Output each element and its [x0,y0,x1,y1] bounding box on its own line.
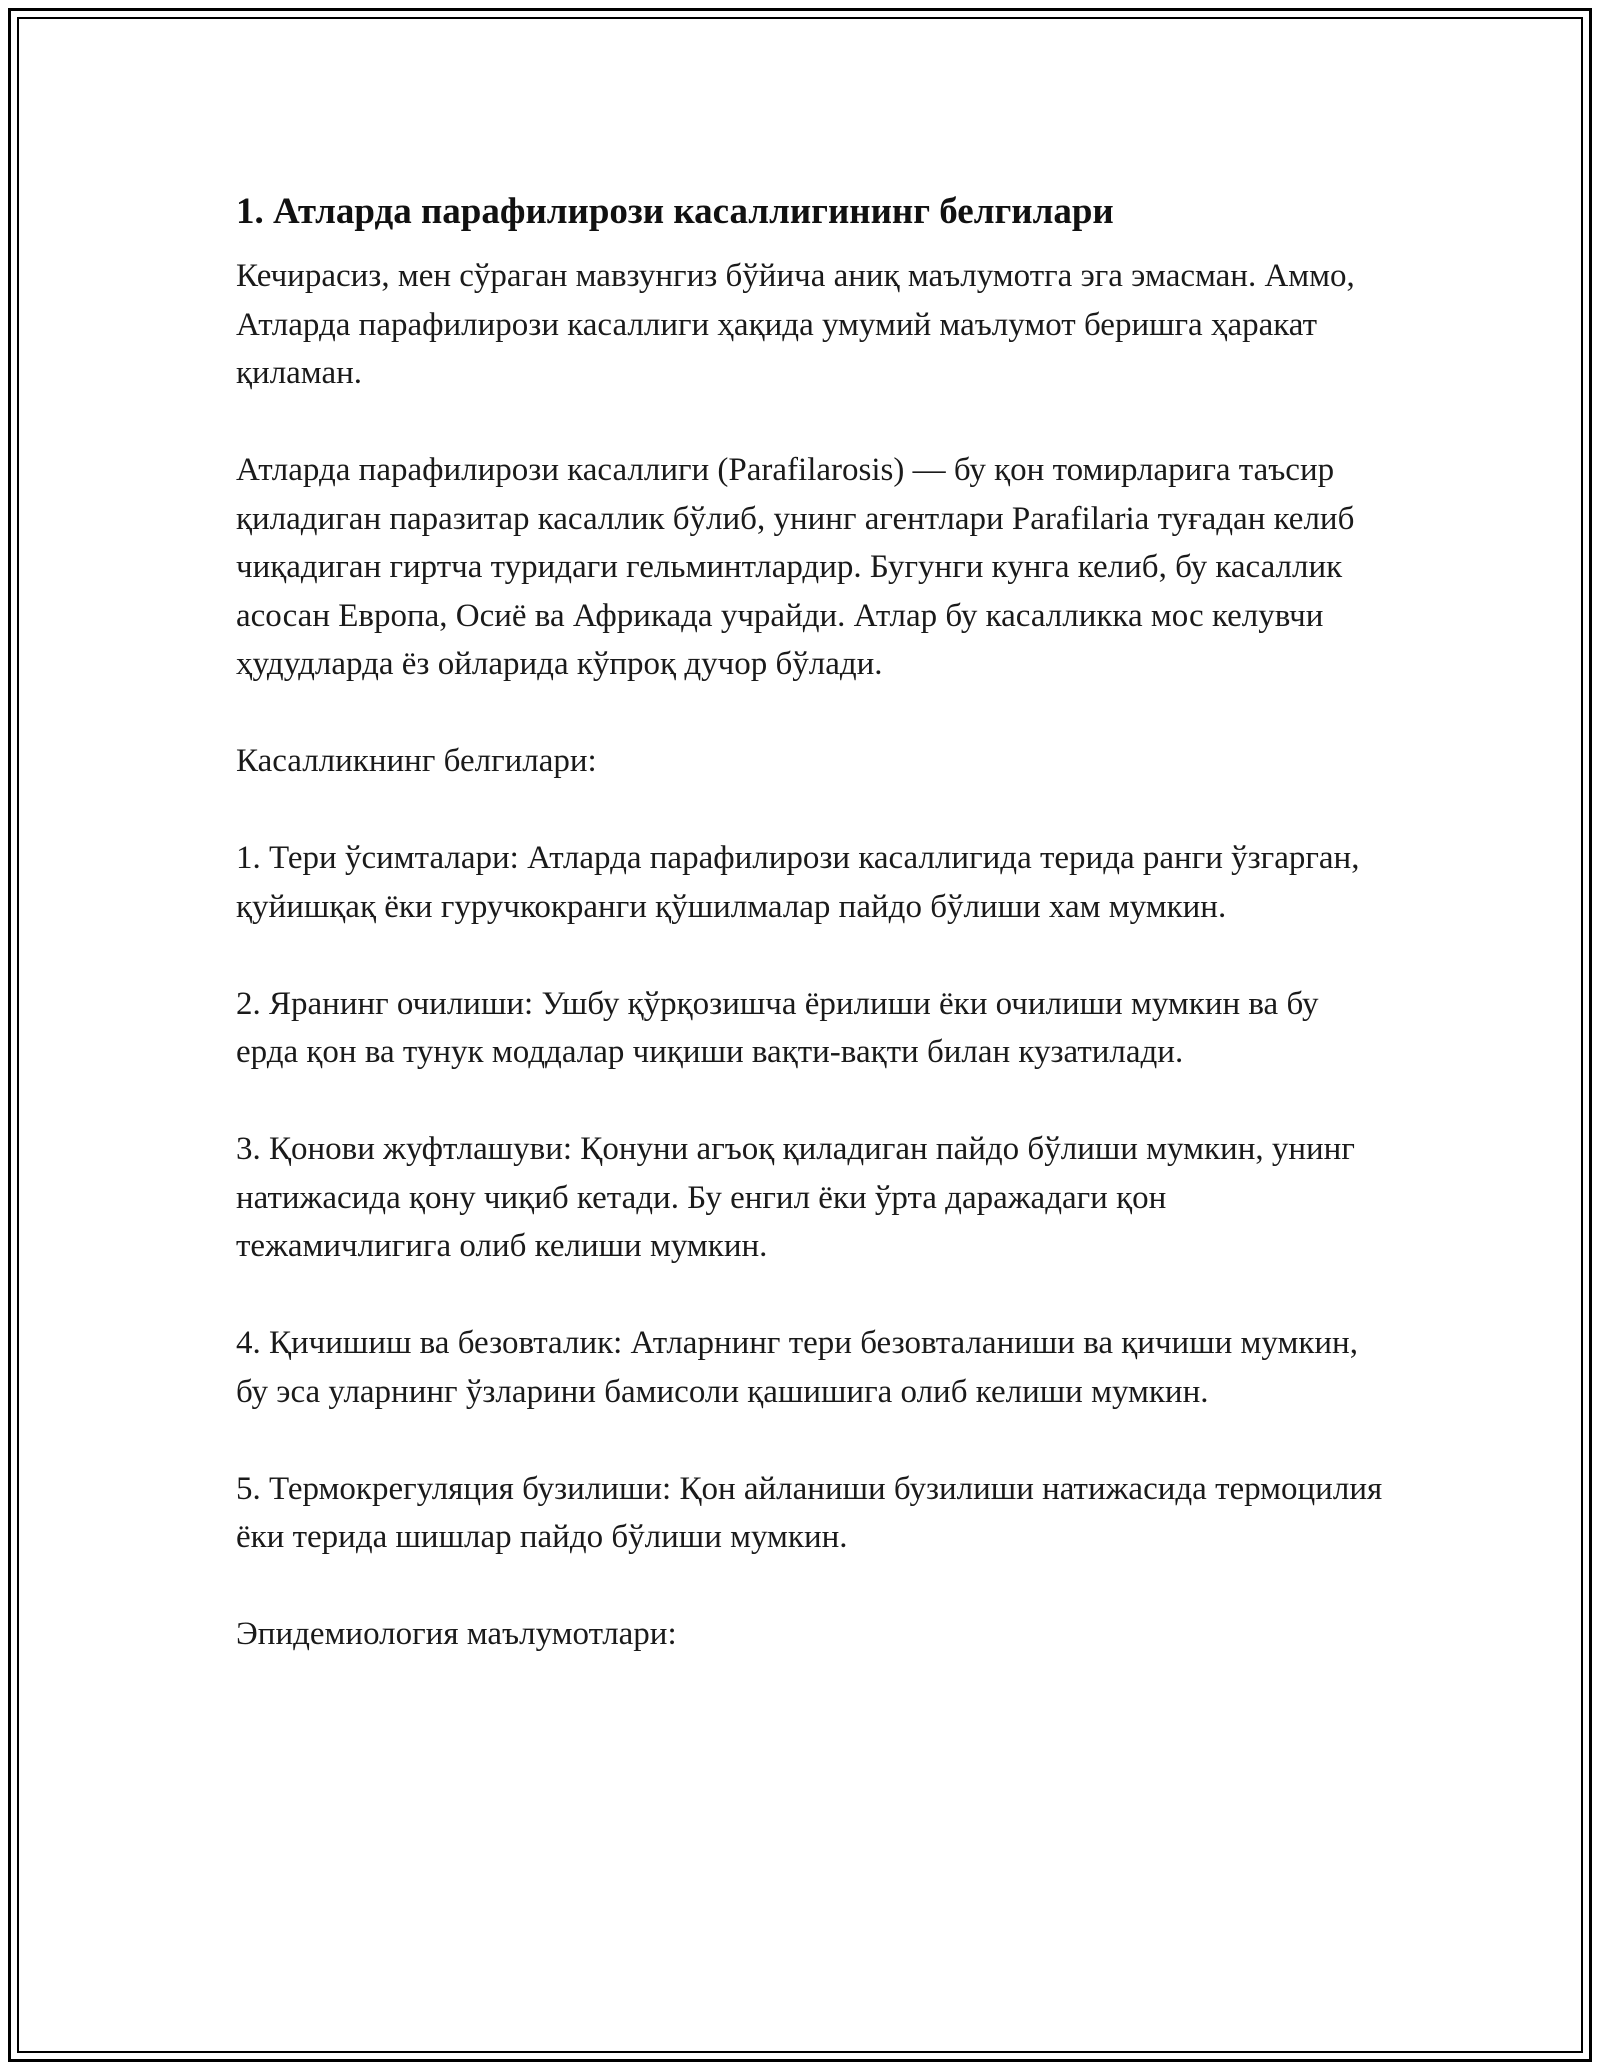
description-paragraph: Атларда парафилирози касаллиги (Parafilarosis) — бу қон томирларига таъсир қиладиган паразитар касаллик бўлиб, унинг агентлари Parafilaria туғадан келиб чиқадиган гиртча туридаги гельминтлардир. Бугунги кунга келиб, бу касаллик асосан Европа, Осиё ва Африкада учрайди. Атлар бу касалликка мос келувчи ҳудудларда ёз ойларида кўпроқ дучор бўлади. [236,452,1355,682]
intro-paragraph: Кечирасиз, мен сўраган мавзунгиз бўйича аниқ маълумотга эга эмасман. Аммо, Атларда парафилирози касаллиги ҳақида умумий маълумот беришга ҳаракат қиламан. [236,258,1355,391]
symptom-item-4: 4. Қичишиш ва безовталик: Атларнинг тери безовталаниши ва қичиши мумкин, бу эса уларнинг ўзларини бамисоли қашишига олиб келиши мумкин. [236,1325,1358,1410]
symptoms-heading: Касалликнинг белгилари: [236,743,597,779]
symptom-item-1: 1. Тери ўсимталари: Атларда парафилирози касаллигида терида ранги ўзгарган, қуйишқақ ёки гуручкокранги қўшилмалар пайдо бўлиши хам мумкин. [236,840,1360,925]
document-body [236,186,1386,1707]
epidemiology-heading: Эпидемиология маълумотлари: [236,1616,677,1652]
document-heading: 1. Атларда парафилирози касаллигининг белгилари [236,191,1114,232]
symptom-item-3: 3. Қонови жуфтлашуви: Қонуни агъоқ қиладиган пайдо бўлиши мумкин, унинг натижасида қону чиқиб кетади. Бу енгил ёки ўрта даражадаги қон тежамичлигига олиб келиши мумкин. [236,1131,1355,1264]
symptom-item-2: 2. Яранинг очилиши: Ушбу қўрқозишча ёрилиши ёки очилиши мумкин ва бу ерда қон ва тунук моддалар чиқиши вақти-вақти билан кузатилади. [236,985,1319,1070]
symptom-item-5: 5. Термокрегуляция бузилиши: Қон айланиши бузилиши натижасида термоцилия ёки терида шишлар пайдо бўлиши мумкин. [236,1470,1383,1555]
